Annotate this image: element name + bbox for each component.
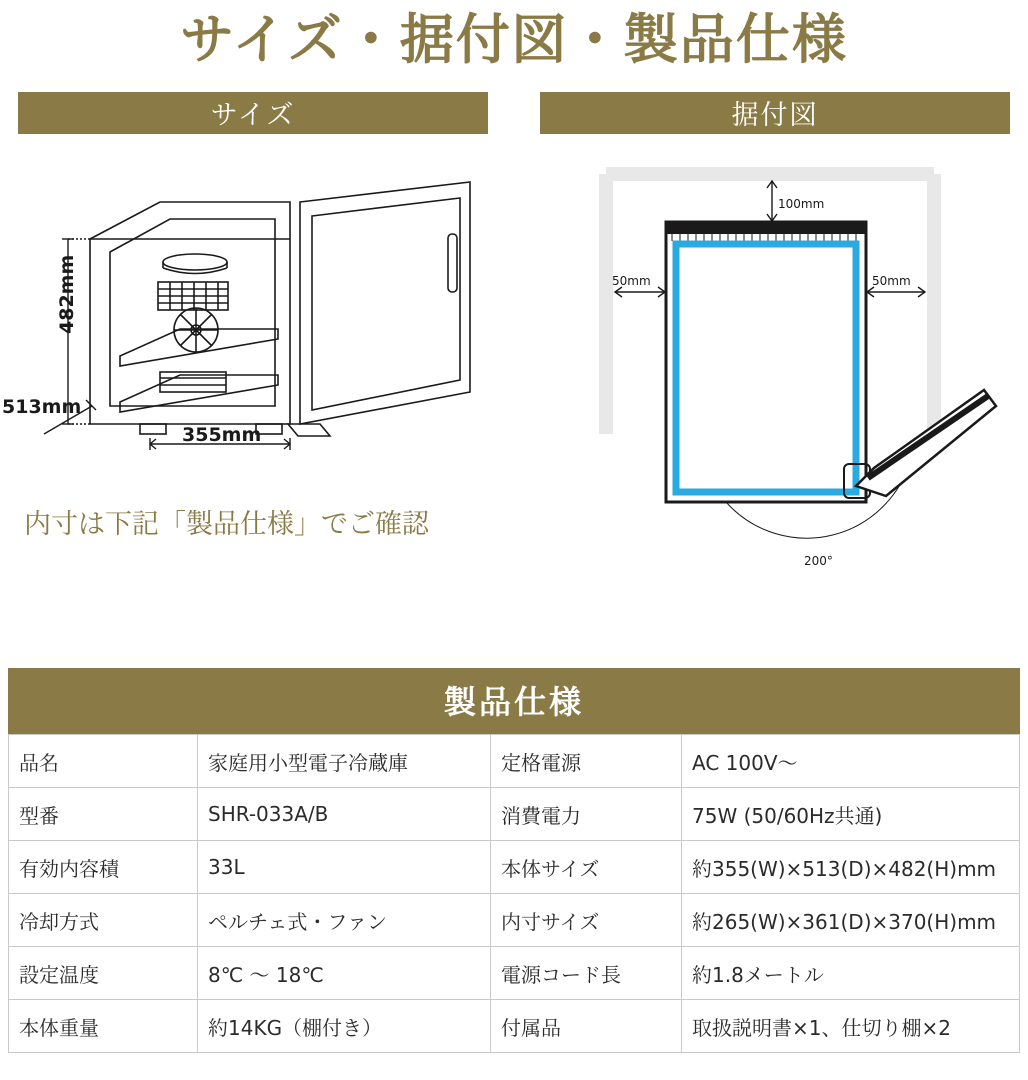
table-row — [9, 1000, 1020, 1053]
spec-key: 有効内容積 — [9, 841, 198, 894]
spec-value: 約1.8メートル — [682, 947, 1020, 1000]
spec-value: 75W (50/60Hz共通) — [682, 788, 1020, 841]
page-title: サイズ・据付図・製品仕様 — [180, 8, 848, 71]
dimension-width-label: 355mm — [182, 423, 262, 446]
size-diagram — [0, 134, 514, 634]
spec-key: 消費電力 — [491, 788, 682, 841]
spec-key: 電源コード長 — [491, 947, 682, 1000]
spec-key: 定格電源 — [491, 735, 682, 788]
spec-key: 冷却方式 — [9, 894, 198, 947]
door-angle-label: 200° — [804, 553, 833, 568]
spec-key: 設定温度 — [9, 947, 198, 1000]
spec-value: 約265(W)×361(D)×370(H)mm — [682, 894, 1020, 947]
dimension-height-label: 482mm — [56, 254, 78, 334]
spec-value: 8℃ 〜 18℃ — [198, 947, 491, 1000]
dimension-depth-label: 513mm — [2, 395, 82, 418]
section-header-size: サイズ — [18, 92, 488, 134]
diagram-panels — [0, 134, 1028, 634]
spec-key: 本体重量 — [9, 1000, 198, 1053]
spec-section — [8, 668, 1020, 1053]
section-header-installation: 据付図 — [540, 92, 1010, 134]
right-clearance-label: 50mm — [872, 273, 911, 288]
table-row — [9, 841, 1020, 894]
spec-value: AC 100V〜 — [682, 735, 1020, 788]
spec-header: 製品仕様 — [8, 668, 1020, 734]
spec-value: 33L — [198, 841, 491, 894]
table-row — [9, 947, 1020, 1000]
spec-value: SHR-033A/B — [198, 788, 491, 841]
spec-key: 品名 — [9, 735, 198, 788]
spec-value: 家庭用小型電子冷蔵庫 — [198, 735, 491, 788]
installation-diagram — [514, 134, 1028, 634]
spec-value: 約355(W)×513(D)×482(H)mm — [682, 841, 1020, 894]
table-row — [9, 735, 1020, 788]
spec-key: 本体サイズ — [491, 841, 682, 894]
spec-value: 取扱説明書×1、仕切り棚×2 — [682, 1000, 1020, 1053]
spec-key: 内寸サイズ — [491, 894, 682, 947]
spec-value: 約14KG（棚付き） — [198, 1000, 491, 1053]
size-note: 内寸は下記「製品仕様」でご確認 — [24, 508, 429, 540]
section-header-bars — [0, 74, 1028, 134]
top-clearance-label: 100mm — [778, 196, 825, 211]
installation-line-drawing — [514, 134, 1028, 634]
table-row — [9, 894, 1020, 947]
table-row — [9, 788, 1020, 841]
spec-table — [8, 734, 1020, 1053]
spec-key: 型番 — [9, 788, 198, 841]
spec-key: 付属品 — [491, 1000, 682, 1053]
left-clearance-label: 50mm — [612, 273, 651, 288]
spec-value: ペルチェ式・ファン — [198, 894, 491, 947]
